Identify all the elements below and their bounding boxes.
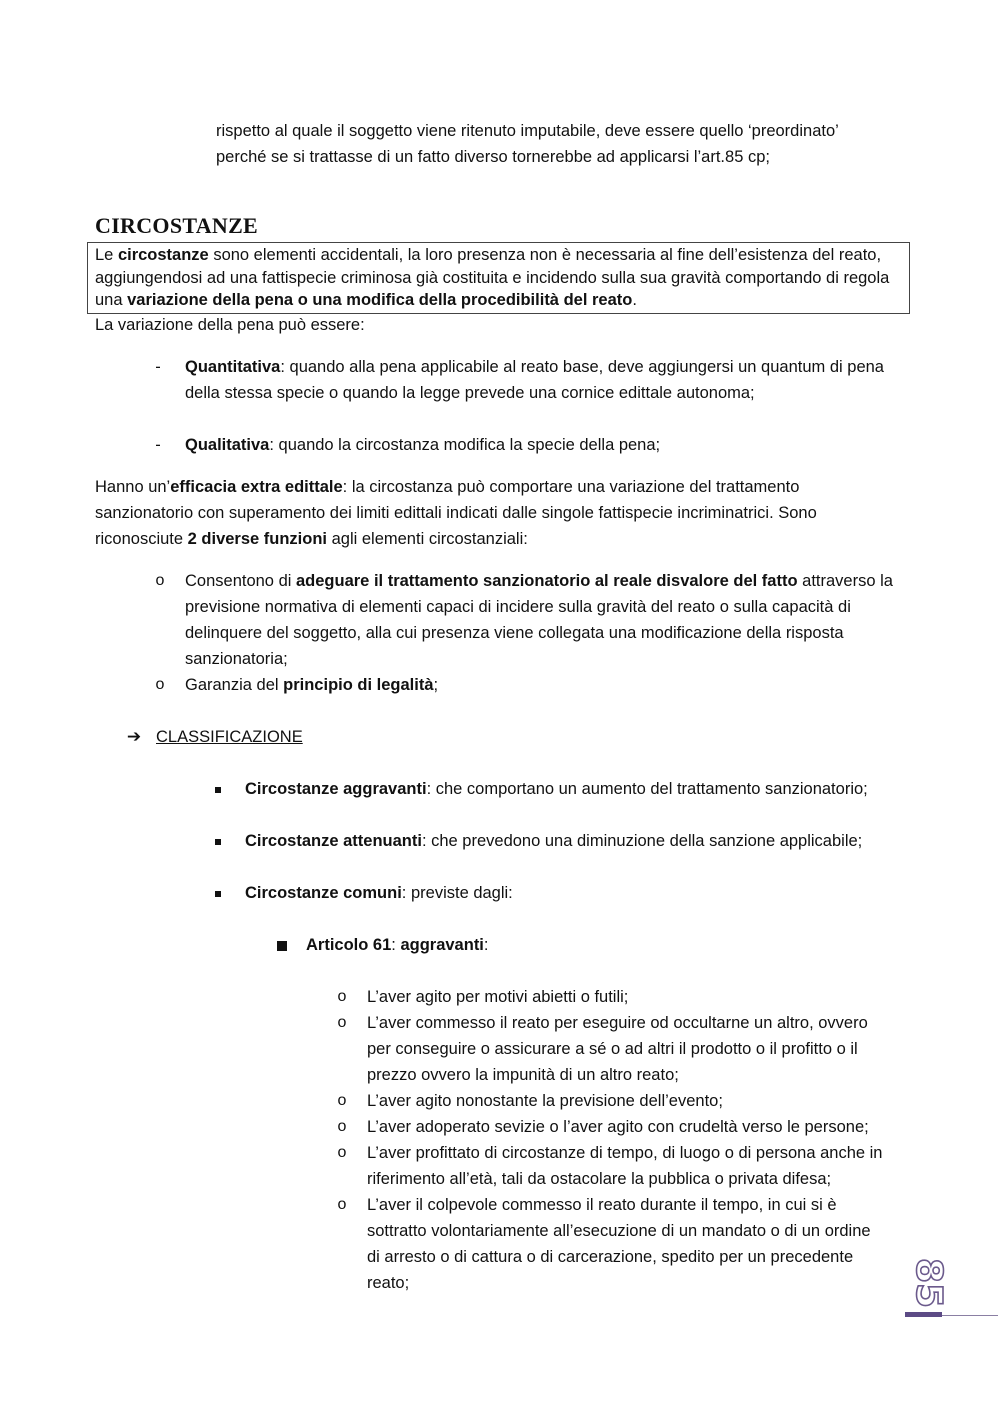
dash-bullet: - [155, 358, 161, 376]
classification-label: CLASSIFICAZIONE [156, 728, 303, 746]
list-item-text: sottratto volontariamente all’esecuzione di un mandato o di un ordine [367, 1222, 871, 1240]
list-item-text: : previste dagli: [401, 884, 513, 902]
list-item-text: ; [433, 676, 439, 694]
circle-bullet: o [337, 1196, 347, 1213]
definition-term: circostanze [117, 246, 209, 264]
list-item-text: : quando la circostanza modifica la specie della pena; [269, 436, 661, 454]
list-item-text: : che comportano un aumento del trattamento sanzionatorio; [426, 780, 868, 798]
paragraph-text: : la circostanza può comportare una variazione del trattamento [342, 478, 800, 496]
list-item-text: L’aver il colpevole commesso il reato durante il tempo, in cui si è [367, 1196, 837, 1214]
circle-bullet: o [337, 1014, 347, 1031]
term-attenuanti: Circostanze attenuanti [245, 832, 422, 850]
list-item-text: reato; [367, 1274, 410, 1292]
list-item-text: Consentono di [185, 572, 296, 590]
list-item-text: L’aver adoperato sevizie o l’aver agito con crudeltà verso le persone; [367, 1118, 869, 1136]
term-qualitativa: Qualitativa [185, 436, 270, 454]
term-comuni: Circostanze comuni [245, 884, 402, 902]
footer-rule [942, 1315, 998, 1316]
circle-bullet: o [337, 1118, 347, 1135]
continuation-line: perché se si trattasse di un fatto diverso tornerebbe ad applicarsi l’art.85 cp; [216, 148, 770, 166]
square-bullet-icon [212, 776, 224, 802]
list-item-text: : [483, 936, 489, 954]
page-number: 85 [908, 1258, 949, 1309]
list-item-text: di arresto o di cattura o di carcerazione, spedito per un precedente [367, 1248, 854, 1266]
efficacy-term: efficacia extra edittale [170, 478, 343, 496]
circle-bullet: o [337, 988, 347, 1005]
definition-text: . [632, 291, 637, 309]
paragraph-text: sanzionatorio con superamento dei limiti edittali indicati dalle singole fattispecie incriminatrici. Sono [95, 504, 817, 522]
article-number: Articolo 61 [306, 936, 392, 954]
article-type: aggravanti [400, 936, 484, 954]
continuation-line: rispetto al quale il soggetto viene ritenuto imputabile, deve essere quello ‘preordinato’ [216, 122, 839, 140]
list-item-text: delinquere del soggetto, alla cui presenza viene collegata una modificazione della risposta [185, 624, 844, 642]
paragraph-text: agli elementi circostanziali: [327, 530, 528, 548]
function-emphasis: principio di legalità [283, 676, 434, 694]
definition-text: Le [95, 246, 118, 264]
list-item-text: riferimento all’età, tali da ostacolare la pubblica o privata difesa; [367, 1170, 832, 1188]
list-item-text: per conseguire o assicurare a sé o ad altri il prodotto o il profitto o il [367, 1040, 858, 1058]
list-item-text: L’aver agito per motivi abietti o futili; [367, 988, 629, 1006]
square-bullet-icon [212, 880, 224, 906]
dash-bullet: - [155, 436, 161, 454]
section-heading: CIRCOSTANZE [95, 213, 259, 238]
list-item-text: : che prevedono una diminuzione della sanzione applicabile; [421, 832, 863, 850]
right-arrow-icon: ➔ [126, 727, 142, 747]
variation-intro: La variazione della pena può essere: [95, 316, 365, 334]
list-item-text: L’aver profittato di circostanze di tempo, di luogo o di persona anche in [367, 1144, 883, 1162]
list-item-text: Garanzia del [185, 676, 284, 694]
paragraph-text: Hanno un’ [95, 478, 171, 496]
square-bullet-icon [212, 828, 224, 854]
continuation-paragraph [216, 118, 916, 170]
circle-bullet: o [337, 1092, 347, 1109]
list-item-text: L’aver agito nonostante la previsione dell’evento; [367, 1092, 723, 1110]
paragraph-text: riconosciute [95, 530, 188, 548]
circle-bullet: o [155, 572, 165, 589]
circle-bullet: o [155, 676, 165, 693]
definition-emphasis: variazione della pena o una modifica della procedibilità del reato [127, 291, 633, 309]
list-item-text: previsione normativa di elementi capaci di incidere sulla gravità del reato o sulla capacità di [185, 598, 851, 616]
list-item-text: della stessa specie o quando la legge prevede una cornice edittale autonoma; [185, 384, 755, 402]
list-item-text: : [391, 936, 401, 954]
definition-box [87, 242, 910, 314]
functions-count: 2 diverse funzioni [187, 530, 328, 548]
list-item-text: prezzo ovvero la impunità di un altro reato; [367, 1066, 679, 1084]
definition-text: sono elementi accidentali, la loro presenza non è necessaria al fine dell’esistenza del reato, aggiungendosi ad una fattispecie criminosa già costituita e incidendo sulla sua gravità comportando di regola una [95, 246, 890, 309]
list-item-text: attraverso la [797, 572, 893, 590]
square-bullet-icon [275, 932, 289, 958]
list-item-text: sanzionatoria; [185, 650, 288, 668]
circle-bullet: o [337, 1144, 347, 1161]
list-item-text: : quando alla pena applicabile al reato base, deve aggiungersi un quantum di pena [280, 358, 884, 376]
term-aggravanti: Circostanze aggravanti [245, 780, 427, 798]
list-item-text: L’aver commesso il reato per eseguire od occultarne un altro, ovvero [367, 1014, 868, 1032]
function-emphasis: adeguare il trattamento sanzionatorio al reale disvalore del fatto [296, 572, 798, 590]
efficacy-paragraph [95, 474, 925, 552]
footer-accent-bar [905, 1312, 942, 1317]
term-quantitativa: Quantitativa [185, 358, 281, 376]
